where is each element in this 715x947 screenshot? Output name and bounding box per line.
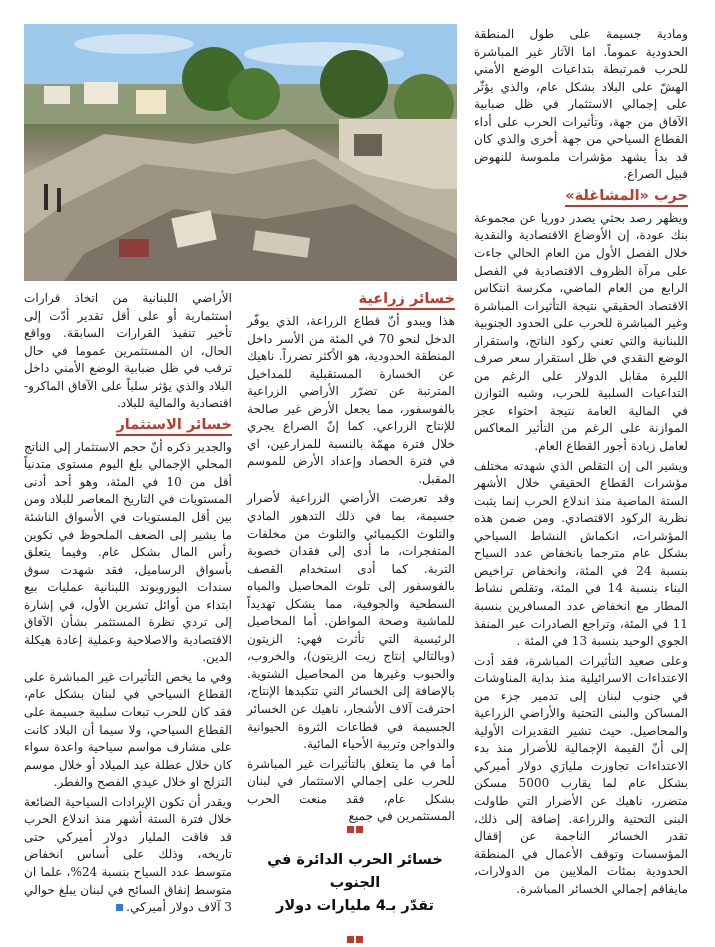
- left-paragraph-4-text: ويقدر أن تكون الإيرادات السياحية الضائعة خلال فترة الستة أشهر منذ اندلاع الحرب قد فاقت المليار دولار أميركي حتى تاريخه، وذلك على أساس انخفاض متوسط عدد السياح بنسبة 24%، علما ان متوسط إنفاق السائح في لبنان يبلغ حوالي 3 آلاف دولار أميركي.: [24, 794, 232, 915]
- right-paragraph-3: ويشير الى إن التقلص الذي شهدته مختلف مؤشرات القطاع الحقيقي خلال الأشهر الستة الماضية منذ اندلاع الحرب إنما يثبت نظرية الركود الاقتصادي. ومن ضمن هذه المؤشرات، انكماش النشاط السياحي بشكل عام مترجما بانخفاض عدد السياح بنسبة 24 في المئة، وانخفاض تراخيص البناء بنسبة 14 في المئة، وتقلص نشاط المطار مع انخفاض عدد المسافرين بنسبة 11 في المئة، وتراجع الصادرات عبر المنفذ الجوي الوحيد بنسبة 13 في المئة .: [474, 458, 688, 649]
- section-heading-investment: خسائر الاستثمار: [24, 415, 232, 435]
- right-paragraph-4: وعلى صعيد التأثيرات المباشرة، فقد أدت الاعتداءات الاسرائيلية منذ بداية المناوشات في جنوب لبنان إلى تدمير جزء من المساكن والبنى التحتية والأراضي الزراعية والمحاصيل. حيث تشير التقديرات الأولية إلى أنّ القيمة الإجمالية للأضرار منذ بدء الاعتداءات تجاوزت مليارَي دولار أميركي بشكل عام لما يقارب 5000 مسكن متضرر، ناهيك عن الأضرار التي طاولت البنى التحتية والزراعة. إضافة إلى ذلك، تقدر الخسائر الناجمة عن إقفال المؤسسات وتوقف الأعمال في المنطقة الحدودية بمئات الملايين من الدولارات، مايفاقم إجمالي الخسائر المباشرة.: [474, 653, 689, 896]
- left-column: [24, 290, 232, 917]
- left-paragraph-1: الأراضي اللبنانية من اتخاذ قرارات استثمارية أو على أقل تقدير أدّت إلى تأخير تنفيذ القرارات السابقة. وواقع الحال، ان المستثمرين عموما في حال ترقب في ظل ضبابية الوضع الأمني داخل البلاد والذي يؤثر سلباً على الآفاق الماكرو- اقتصادية والمالية للبلاد.: [24, 291, 232, 411]
- middle-paragraph-2: وقد تعرضت الأراضي الزراعية لأضرار جسيمة، بما في ذلك التدهور المادي والتلوث الكيميائي والتلوث من مخلفات المتفجرات، ما أدى إلى فقدان خصوبة التربة. كما أدى استخدام القصف بالفوسفور إلى تلوث المحاصيل والمياه السطحية والجوفية، مما يشكل تهديداً للماشية وصحة المواطن. أما المحاصيل الرئيسية التي تأثرت فهي: الزيتون (وبالتالي إنتاج زيت الزيتون)، والخروب، والحبوب وغيرها من المحاصيل الشتوية. بالإضافة إلى الخسائر التي تتكبدها الإنتاج، احترقت آلاف الأشجار، ناهيك عن الخسائر الجسيمة في قطاعات الثروة الحيوانية والدواجن وتربية الأحياء المائية.: [247, 491, 455, 752]
- pull-quote-top-marks: [262, 818, 448, 837]
- destroyed-buildings-photo: [24, 24, 457, 281]
- pull-quote: [262, 818, 448, 947]
- middle-column: [247, 287, 455, 826]
- pull-quote-bottom-marks: [262, 928, 448, 947]
- middle-paragraph-3: أما في ما يتعلق بالتأثيرات غير المباشرة للحرب على إجمالي الاستثمار في لبنان بشكل عام، فقد منعت الحرب المستثمرين في جميع: [247, 756, 455, 824]
- left-paragraph-2: والجدير ذكره أنّ حجم الاستثمار إلى الناتج المحلي الإجمالي بلغ اليوم مستوى متدنياً أقل من 10 في المئة، وهو أحد أدنى المستويات في التاريخ المعاصر للبلاد ومن بين أقل المستويات في الأسواق الناشئة ما يشير إلى الضعف الملحوظ في تكوين رأس المال بشكل عام. وفيما يتعلق بأسواق الرساميل، فقد شهدت سوق سندات اليوروبوند اللبنانية عمليات بيع ابتداء من أوائل تشرين الأول، في إشارة إلى تردي نظرة المستثمر بشأن الآفاق الاقتصادية والاصلاحية وعملية إعادة هيكلة الدين.: [24, 439, 232, 665]
- pull-quote-line-1: خسائر الحرب الدائرة في الجنوب: [267, 852, 443, 891]
- right-paragraph-2: ويظهر رصد بحثي يصدر دوريا عن مجموعة بنك عودة، إن الأوضاع الاقتصادية والنقدية خلال الفصل الأول من العام الحالي جاءت على مرآة الظروف الاقتصادية في الفصل الرابع من العام الماضي، مكرسة انتكاس الاقتصاد الحقيقي نتيجة التأثيرات المباشرة وغير المباشرة للحرب على الحدود الجنوبية اللبنانية والتي تعني ركود الناتج، واستقرار الوضع النقدي في ظل استقرار سعر صرف الليرة مقابل الدولار على الرغم من التداعيات السلبية للحرب، وشبه التوازن في المالية العامة نتيجة احتواء عجز الموازنة على الرغم من التأثير المعاكس لعامل زيادة أجور القطاع العام.: [474, 210, 688, 454]
- pull-quote-line-2: تقدّر بـ4 مليارات دولار: [276, 898, 434, 914]
- right-column: [474, 26, 688, 898]
- right-paragraph-1: ومادية جسيمة على طول المنطقة الحدودية عموماً. اما الآثار غير المباشرة للحرب فمرتبطة بتداعيات الوضع الأمني الهشّ على البلاد بشكل عام، والذي يؤثّر على إجمالي الاستثمار في ظل ضبابية الآفاق من جهة، وتأثيرات الحرب على أداء القطاع السياحي من جهة أخرى والذي كان قد بدأ يشهد مؤشرات ملموسة للنهوض قبيل الصراع.: [474, 27, 688, 182]
- left-paragraph-3: وفي ما يخص التأثيرات غير المباشرة على القطاع السياحي في لبنان بشكل عام، فقد كان للحرب تبعات سلبية جسيمة على القطاع السياحي، ولا سيما أن البلاد كانت على مشارف مواسم سياحية واعدة سواء كان خلال عطلة عيد الميلاد أو خلال موسم التزلج او خلال عيدي الفصح والفطر.: [24, 669, 232, 790]
- middle-paragraph-1: هذا ويبدو أنّ قطاع الزراعة، الذي يوفّر الدخل لنحو 70 في المئة من الأسر داخل المنطقة الحدودية، هو الأكثر تضرراً. ناهيك عن الخسارة المستقبلية للمداخيل المترتبة عن تضرّر الأراضي الزراعية بالفوسفور، مما يجعل الأرض غير صالحة للإنتاج الزراعي. كما إنّ الصراع يجري خلال فترة مهمّة بالنسبة للمزارعين، اي في فترة الحصاد وإعداد الأرض للموسم المقبل.: [247, 314, 455, 486]
- pull-quote-text: [262, 849, 448, 918]
- left-paragraph-4: [24, 794, 232, 917]
- article-end-mark: [116, 904, 123, 911]
- section-heading-war: حرب «المشاغلة»: [474, 186, 688, 206]
- section-heading-agriculture: خسائر زراعية: [247, 289, 455, 309]
